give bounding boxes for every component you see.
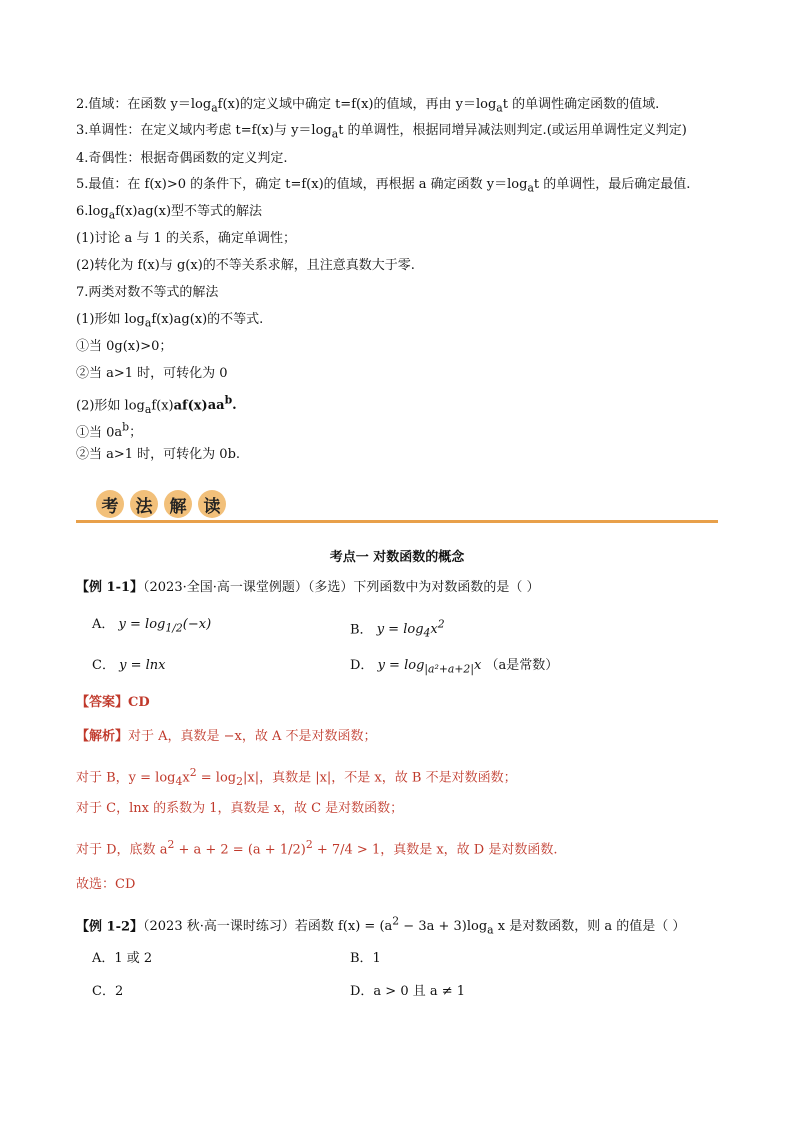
example-2-source: （2023 秋·高一课时练习）若函数 $f(x) = (a^2 - 3a + 3)\log_a$ x 是对数函数，则 a 的值是（ ）	[143, 915, 686, 937]
analysis-line-1	[76, 728, 377, 746]
option-a-formula: $y = \log_{1/2}(-x)$	[118, 617, 212, 635]
analysis-line-3: 对于 C，lnx 的系数为 1，真数是 x，故 C 是对数函数；	[76, 801, 404, 816]
banner-char-1: 考	[96, 490, 124, 518]
knowledge-line-3: 3.单调性：在定义域内考虑 t=f(x)与 $y=\log_at$ 的单调性，根据同增异减法则判定.(或运用单调性定义判定)	[76, 123, 687, 141]
answer-value: CD	[128, 695, 150, 710]
banner-char-4: 读	[198, 490, 226, 518]
option-d	[350, 657, 558, 679]
knowledge-line-7a2: ②当 a>1 时，可转化为 0	[76, 366, 228, 381]
example-tag: 【例 1-1】	[76, 580, 144, 595]
analysis-line-4: 对于 D，底数 $a^2 + a + 2 = (a + 1/2)^2 + 7/4 > 1$，真数是 x，故 D 是对数函数.	[76, 838, 558, 858]
conclusion-line: 故选：CD	[76, 877, 136, 892]
ex2-option-c: C．2	[92, 984, 124, 999]
option-d-label: D．	[350, 658, 374, 673]
ex2-option-a: A．1 或 2	[92, 951, 153, 966]
knowledge-line-7b2: ②当 a>1 时，可转化为 0b.	[76, 447, 241, 462]
knowledge-line-4: 4.奇偶性：根据奇偶函数的定义判定.	[76, 151, 288, 166]
knowledge-line-6: $6.\log_af(x)ag(x)$型不等式的解法	[76, 204, 263, 222]
option-a	[92, 616, 211, 638]
analysis-label: 【解析】	[76, 729, 129, 744]
example-source: （2023·全国·高一课堂例题）（多选）下列函数中为对数函数的是（ ）	[143, 580, 540, 595]
option-d-note: （a是常数）	[485, 658, 559, 673]
option-c	[92, 657, 165, 675]
analysis-line-2: 对于 B，$y = \log_4x^2 = \log_2|x|$，真数是 |x|，不是 x，故 B 不是对数函数；	[76, 766, 517, 788]
option-d-formula: $y = \log_{|a^2+a+2|}x$	[377, 658, 482, 676]
option-b	[350, 616, 445, 643]
ex2-option-d: D．a > 0 且 a ≠ 1	[350, 984, 466, 999]
knowledge-line-2: 2.值域：在函数 $y=\log_af(x)$的定义域中确定 t=f(x)的值域，再由 $y=\log_at$ 的单调性确定函数的值域.	[76, 97, 660, 115]
knowledge-line-6a: (1)讨论 a 与 1 的关系，确定单调性；	[76, 231, 296, 246]
option-a-label: A．	[92, 617, 115, 632]
knowledge-line-7: 7.两类对数不等式的解法	[76, 285, 219, 300]
section-title: 考点一 对数函数的概念	[329, 550, 465, 565]
option-b-label: B．	[350, 622, 373, 638]
option-c-label: C．	[92, 658, 115, 673]
example-1-1-stem	[76, 579, 540, 597]
answer-line	[76, 694, 150, 712]
example-2-tag: 【例 1-2】	[76, 919, 144, 935]
banner-underline	[76, 520, 718, 523]
answer-label: 【答案】	[76, 695, 129, 710]
knowledge-line-7a1: ①当 0g(x)>0；	[76, 339, 173, 354]
knowledge-line-5: 5.最值：在 f(x)>0 的条件下，确定 t=f(x)的值域，再根据 a 确定函数 $y=\log_at$ 的单调性，最后确定最值.	[76, 177, 691, 195]
banner-char-2: 法	[130, 490, 158, 518]
knowledge-line-7a: (1)形如 $\log_af(x)ag(x)$的不等式.	[76, 312, 264, 330]
ex2-option-b: B．1	[350, 951, 381, 966]
option-b-formula: $y = \log_4x^2$	[376, 618, 445, 640]
knowledge-line-7b: (2)形如 $\log_af(x)af(x)aa^b$.	[76, 394, 237, 416]
section-banner	[76, 488, 718, 524]
example-1-2-stem	[76, 913, 685, 940]
banner-char-3: 解	[164, 490, 192, 518]
option-c-formula: y = lnx	[119, 658, 166, 673]
knowledge-line-6b: (2)转化为 f(x)与 g(x)的不等关系求解，且注意真数大于零.	[76, 258, 415, 273]
analysis-text-1: 对于 A，真数是 −x，故 A 不是对数函数；	[128, 729, 377, 744]
knowledge-line-7b1: ①当 $0a^b$；	[76, 421, 143, 441]
